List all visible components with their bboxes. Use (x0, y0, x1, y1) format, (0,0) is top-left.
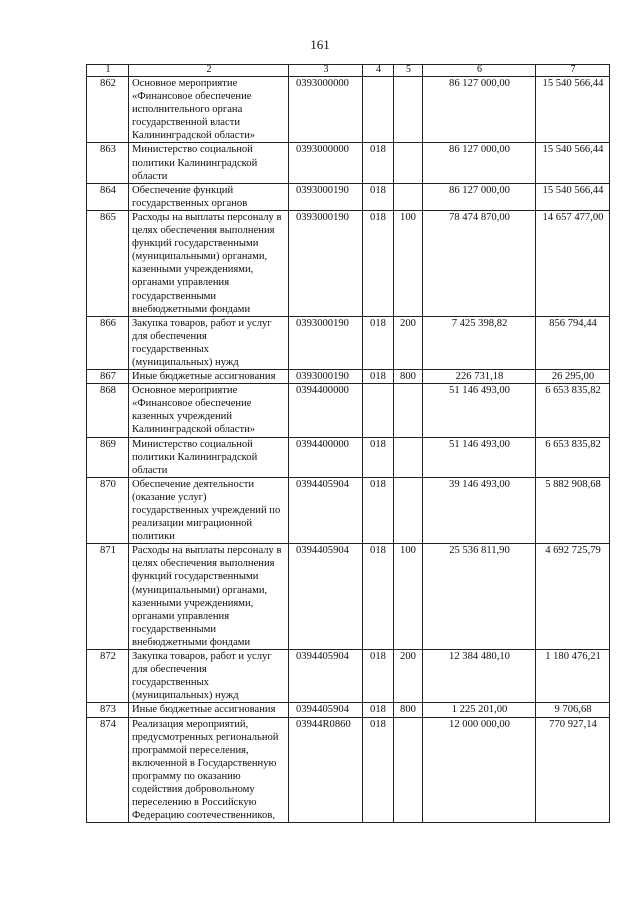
row-name: Обеспечение деятельности (оказание услуг) государственных учреждений по реализации миграционной политики (129, 477, 289, 543)
row-expense-type: 800 (394, 370, 423, 384)
row-department-code (363, 384, 394, 437)
row-amount-executed: 6 653 835,82 (536, 437, 610, 477)
row-target-code: 0394405904 (289, 650, 363, 703)
row-amount-planned: 226 731,18 (423, 370, 536, 384)
row-amount-planned: 12 384 480,10 (423, 650, 536, 703)
row-amount-planned: 86 127 000,00 (423, 77, 536, 143)
row-number: 870 (87, 477, 129, 543)
row-amount-planned: 25 536 811,90 (423, 544, 536, 650)
row-department-code: 018 (363, 183, 394, 210)
row-expense-type (394, 143, 423, 183)
row-department-code: 018 (363, 477, 394, 543)
column-header: 2 (129, 65, 289, 77)
row-expense-type (394, 477, 423, 543)
row-name: Закупка товаров, работ и услуг для обеспечения государственных (муниципальных) нужд (129, 650, 289, 703)
row-amount-planned: 86 127 000,00 (423, 183, 536, 210)
row-target-code: 0393000190 (289, 183, 363, 210)
row-name: Иные бюджетные ассигнования (129, 370, 289, 384)
row-amount-planned: 39 146 493,00 (423, 477, 536, 543)
row-amount-executed: 6 653 835,82 (536, 384, 610, 437)
table-row (87, 77, 610, 143)
table-row (87, 650, 610, 703)
row-amount-executed: 26 295,00 (536, 370, 610, 384)
row-amount-executed: 1 180 476,21 (536, 650, 610, 703)
row-name: Закупка товаров, работ и услуг для обеспечения государственных (муниципальных) нужд (129, 316, 289, 369)
row-expense-type: 200 (394, 316, 423, 369)
row-target-code: 0393000190 (289, 370, 363, 384)
row-target-code: 0394405904 (289, 477, 363, 543)
budget-table (86, 64, 610, 823)
row-amount-executed: 5 882 908,68 (536, 477, 610, 543)
table-header-row (87, 65, 610, 77)
row-department-code: 018 (363, 316, 394, 369)
row-name: Расходы на выплаты персоналу в целях обеспечения выполнения функций государственными (муниципальными) органами, казенными учреждениями, органами управления государственными внебюджетными фондами (129, 210, 289, 316)
row-amount-planned: 51 146 493,00 (423, 384, 536, 437)
row-expense-type (394, 384, 423, 437)
row-amount-executed: 4 692 725,79 (536, 544, 610, 650)
row-department-code: 018 (363, 703, 394, 717)
table-row (87, 370, 610, 384)
row-expense-type: 100 (394, 210, 423, 316)
row-amount-executed: 15 540 566,44 (536, 183, 610, 210)
column-header: 3 (289, 65, 363, 77)
row-number: 864 (87, 183, 129, 210)
row-name: Основное мероприятие «Финансовое обеспечение исполнительного органа государственной власти Калининградской области» (129, 77, 289, 143)
table-row (87, 183, 610, 210)
row-name: Министерство социальной политики Калининградской области (129, 437, 289, 477)
row-target-code: 03944R0860 (289, 717, 363, 823)
row-amount-executed: 15 540 566,44 (536, 77, 610, 143)
table-row (87, 210, 610, 316)
table-row (87, 477, 610, 543)
row-number: 867 (87, 370, 129, 384)
row-expense-type (394, 183, 423, 210)
table-row (87, 717, 610, 823)
row-number: 871 (87, 544, 129, 650)
row-department-code (363, 77, 394, 143)
row-target-code: 0394400000 (289, 437, 363, 477)
table-row (87, 437, 610, 477)
row-target-code: 0393000000 (289, 143, 363, 183)
row-name: Реализация мероприятий, предусмотренных региональной программой переселения, включенной в Государственную программу по оказанию содействия добровольному переселению в Российскую Федерацию соотечественников, (129, 717, 289, 823)
row-expense-type: 800 (394, 703, 423, 717)
row-number: 869 (87, 437, 129, 477)
row-department-code: 018 (363, 370, 394, 384)
row-target-code: 0393000190 (289, 316, 363, 369)
row-amount-planned: 12 000 000,00 (423, 717, 536, 823)
table-row (87, 143, 610, 183)
row-amount-planned: 51 146 493,00 (423, 437, 536, 477)
table-row (87, 316, 610, 369)
row-amount-executed: 15 540 566,44 (536, 143, 610, 183)
row-expense-type (394, 717, 423, 823)
table-row (87, 544, 610, 650)
table-row (87, 384, 610, 437)
row-name: Обеспечение функций государственных органов (129, 183, 289, 210)
page-number: 161 (310, 37, 330, 52)
row-expense-type (394, 77, 423, 143)
row-number: 872 (87, 650, 129, 703)
row-number: 865 (87, 210, 129, 316)
column-header: 6 (423, 65, 536, 77)
row-amount-planned: 7 425 398,82 (423, 316, 536, 369)
column-header: 5 (394, 65, 423, 77)
row-department-code: 018 (363, 544, 394, 650)
row-amount-executed: 14 657 477,00 (536, 210, 610, 316)
row-department-code: 018 (363, 210, 394, 316)
row-expense-type: 100 (394, 544, 423, 650)
column-header: 1 (87, 65, 129, 77)
row-department-code: 018 (363, 650, 394, 703)
row-expense-type (394, 437, 423, 477)
row-amount-executed: 9 706,68 (536, 703, 610, 717)
row-department-code: 018 (363, 143, 394, 183)
row-target-code: 0394400000 (289, 384, 363, 437)
row-name: Министерство социальной политики Калининградской области (129, 143, 289, 183)
column-header: 7 (536, 65, 610, 77)
row-number: 873 (87, 703, 129, 717)
row-target-code: 0393000190 (289, 210, 363, 316)
table-row (87, 703, 610, 717)
row-amount-planned: 1 225 201,00 (423, 703, 536, 717)
row-amount-planned: 86 127 000,00 (423, 143, 536, 183)
row-target-code: 0394405904 (289, 544, 363, 650)
row-target-code: 0394405904 (289, 703, 363, 717)
row-amount-executed: 770 927,14 (536, 717, 610, 823)
row-name: Основное мероприятие «Финансовое обеспечение казенных учреждений Калининградской области» (129, 384, 289, 437)
row-amount-planned: 78 474 870,00 (423, 210, 536, 316)
row-target-code: 0393000000 (289, 77, 363, 143)
row-number: 866 (87, 316, 129, 369)
row-expense-type: 200 (394, 650, 423, 703)
row-name: Расходы на выплаты персоналу в целях обеспечения выполнения функций государственными (муниципальными) органами, казенными учреждениями, органами управления государственными внебюджетными фондами (129, 544, 289, 650)
row-amount-executed: 856 794,44 (536, 316, 610, 369)
row-department-code: 018 (363, 437, 394, 477)
column-header: 4 (363, 65, 394, 77)
row-number: 863 (87, 143, 129, 183)
row-number: 868 (87, 384, 129, 437)
row-number: 862 (87, 77, 129, 143)
row-number: 874 (87, 717, 129, 823)
row-name: Иные бюджетные ассигнования (129, 703, 289, 717)
row-department-code: 018 (363, 717, 394, 823)
